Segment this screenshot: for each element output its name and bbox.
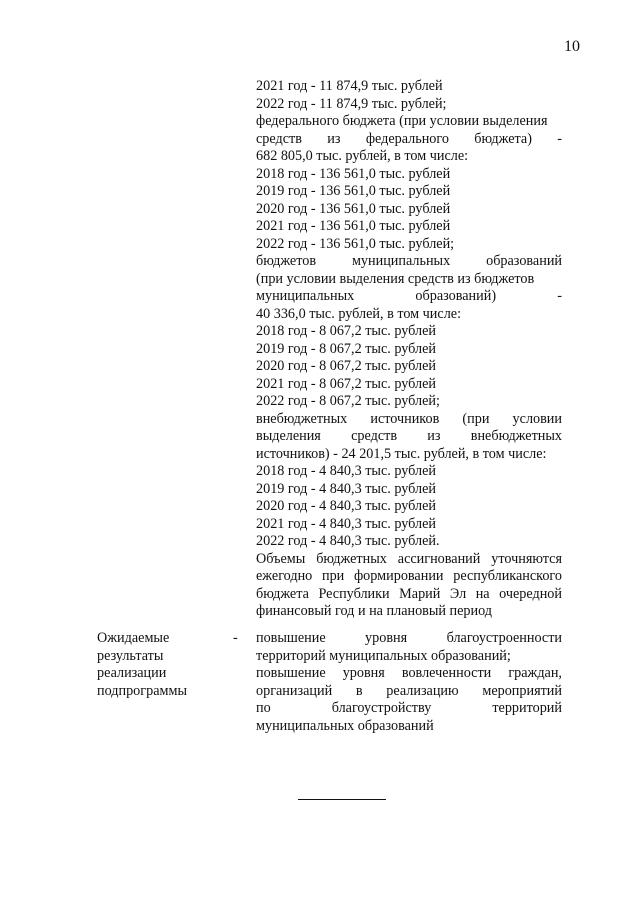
text-line: муниципальных образований — [256, 717, 434, 734]
word: по — [256, 700, 271, 716]
word: (при — [462, 410, 490, 427]
word: условии — [512, 410, 562, 427]
word: внебюджетных — [470, 428, 562, 444]
word: из — [427, 428, 441, 444]
word: муниципальных — [351, 253, 451, 269]
text-line: 2022 год - 4 840,3 тыс. рублей. — [256, 533, 440, 549]
justified-line — [256, 630, 562, 648]
text-line: 2018 год - 8 067,2 тыс. рублей — [256, 323, 436, 339]
word: бюджета) — [474, 130, 532, 147]
word: из — [327, 130, 341, 147]
text-line: 2020 год - 8 067,2 тыс. рублей — [256, 358, 436, 374]
label-line: подпрограммы — [97, 682, 187, 699]
word: образований — [486, 253, 562, 269]
word: - — [557, 288, 562, 304]
text-line: 2022 год - 11 874,9 тыс. рублей; — [256, 95, 447, 112]
text-line: источников) - 24 201,5 тыс. рублей, в том числе: — [256, 445, 547, 462]
word: средств — [351, 428, 398, 444]
word: федерального — [365, 130, 449, 147]
text-line: федерального бюджета (при условии выделения — [256, 113, 548, 129]
word: повышение — [256, 630, 326, 646]
justified-line — [256, 665, 562, 683]
word: территорий — [492, 700, 562, 716]
funding-section — [256, 78, 562, 621]
results-dash: - — [233, 630, 238, 646]
word: организаций — [256, 682, 333, 699]
word: источников — [370, 410, 440, 427]
word: уровня — [342, 665, 385, 681]
text-line: 2020 год - 136 561,0 тыс. рублей — [256, 200, 451, 217]
word: реализацию — [386, 682, 459, 699]
word: уровня — [365, 630, 408, 646]
word: муниципальных — [256, 288, 355, 304]
word: благоустроенности — [446, 630, 562, 646]
text-line: 2021 год - 11 874,9 тыс. рублей — [256, 78, 443, 94]
justified-line — [256, 683, 562, 701]
text-line: 2019 год - 136 561,0 тыс. рублей — [256, 183, 451, 199]
text-line: 40 336,0 тыс. рублей, в том числе: — [256, 305, 462, 322]
justified-line — [256, 428, 562, 446]
word: образований) — [415, 288, 497, 304]
word: повышение — [256, 665, 326, 681]
text-line: 2020 год - 4 840,3 тыс. рублей — [256, 498, 436, 514]
label-line: результаты — [97, 647, 164, 664]
word: граждан, — [508, 665, 562, 681]
text-line: 2022 год - 8 067,2 тыс. рублей; — [256, 393, 440, 409]
text-line: 2018 год - 4 840,3 тыс. рублей — [256, 463, 436, 479]
text-line: 682 805,0 тыс. рублей, в том числе: — [256, 148, 469, 164]
text-line: 2021 год - 136 561,0 тыс. рублей — [256, 218, 451, 234]
word: бюджетов — [256, 253, 317, 269]
justified-line — [256, 253, 562, 271]
text-line: 2022 год - 136 561,0 тыс. рублей; — [256, 235, 455, 252]
word: вовлеченности — [401, 665, 492, 681]
results-label — [97, 630, 232, 700]
note-line: бюджета Республики Марий Эл на очередной — [256, 585, 562, 602]
word: внебюджетных — [256, 410, 348, 427]
text-line: территорий муниципальных образований; — [256, 647, 511, 664]
end-rule — [298, 799, 386, 800]
justified-line — [256, 131, 562, 149]
page-number: 10 — [564, 38, 580, 55]
text-line: 2018 год - 136 561,0 тыс. рублей — [256, 165, 451, 182]
word: мероприятий — [482, 682, 562, 699]
text-line: 2019 год - 4 840,3 тыс. рублей — [256, 480, 436, 497]
text-line: 2021 год - 8 067,2 тыс. рублей — [256, 375, 436, 392]
justified-line — [256, 411, 562, 429]
note-line: Объемы бюджетных ассигнований уточняются — [256, 550, 562, 567]
word: выделения — [256, 428, 321, 444]
label-line: реализации — [97, 665, 167, 681]
note-line: ежегодно при формировании республиканского — [256, 568, 562, 584]
label-line: Ожидаемые — [97, 630, 170, 646]
word: средств — [256, 130, 302, 147]
text-line: (при условии выделения средств из бюджетов — [256, 270, 535, 287]
justified-line — [256, 700, 562, 718]
justified-line — [256, 288, 562, 306]
word: - — [557, 130, 562, 147]
note-line: финансовый год и на плановый период — [256, 603, 493, 619]
word: в — [355, 682, 363, 699]
text-line: 2019 год - 8 067,2 тыс. рублей — [256, 340, 436, 357]
results-text — [256, 630, 562, 735]
word: благоустройству — [331, 700, 432, 716]
text-line: 2021 год - 4 840,3 тыс. рублей — [256, 515, 436, 532]
